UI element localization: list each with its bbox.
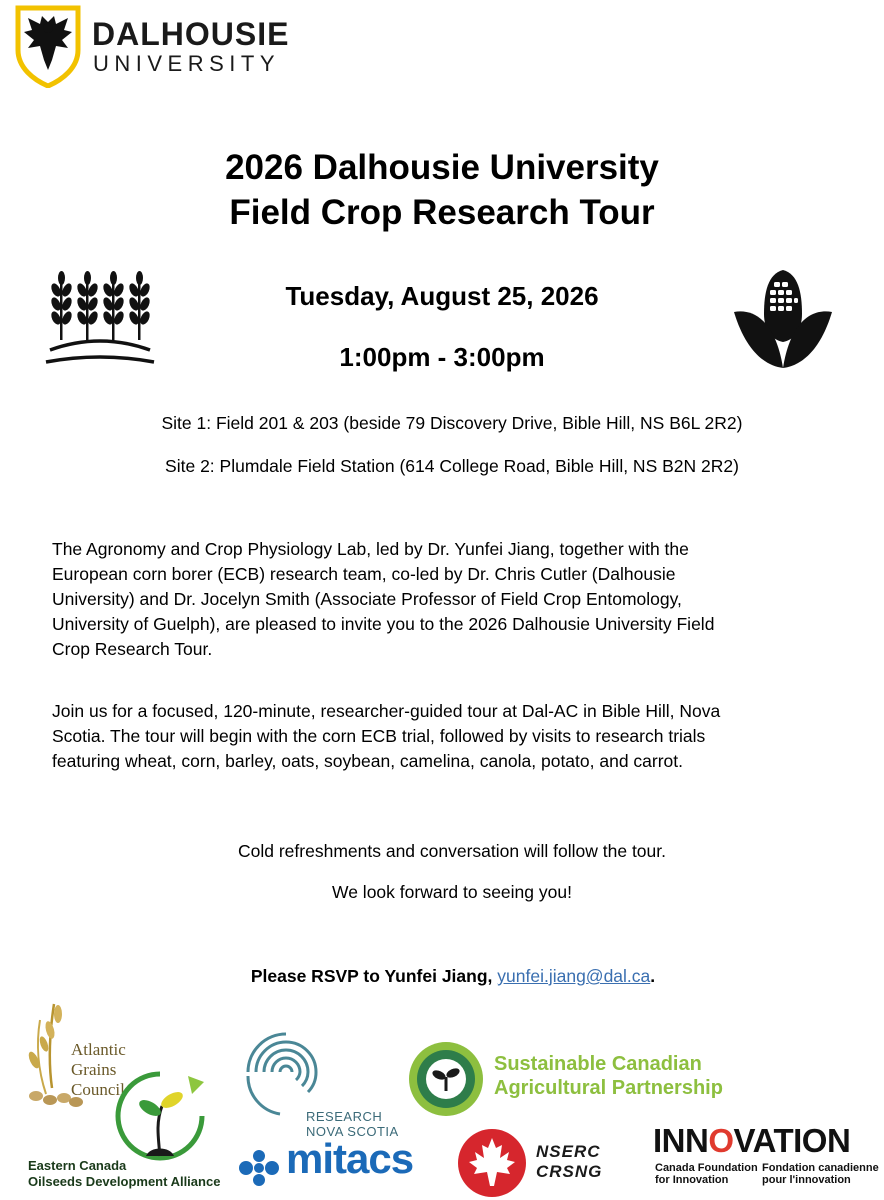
sponsor-text-line: Canada Foundation bbox=[655, 1162, 758, 1174]
mitacs-text: mitacs bbox=[286, 1135, 414, 1182]
rsvp-line bbox=[0, 966, 884, 987]
event-date: Tuesday, August 25, 2026 bbox=[285, 281, 599, 311]
sponsor-text-line: Agricultural Partnership bbox=[494, 1077, 723, 1099]
rsvp-prefix: Please RSVP to Yunfei Jiang, bbox=[250, 966, 493, 986]
site-1-address: Site 1: Field 201 & 203 (beside 79 Discovery Drive, Bible Hill, NS B6L 2R2) bbox=[161, 413, 743, 433]
innovation-part: VATION bbox=[733, 1122, 851, 1159]
closing-note: We look forward to seeing you! bbox=[332, 882, 572, 902]
research-nova-scotia-logo-icon bbox=[232, 1024, 338, 1120]
page-title-line2: Field Crop Research Tour bbox=[229, 193, 655, 232]
corn-icon bbox=[732, 268, 834, 372]
paragraph-line: Crop Research Tour. bbox=[52, 639, 213, 659]
site-2-address: Site 2: Plumdale Field Station (614 College Road, Bible Hill, NS B2N 2R2) bbox=[165, 456, 739, 476]
scap-logo-icon bbox=[408, 1041, 484, 1117]
sponsor-text-line: pour l'innovation bbox=[762, 1174, 851, 1186]
sponsor-text-line: Sustainable Canadian bbox=[494, 1053, 702, 1075]
maple-leaf-icon bbox=[457, 1128, 527, 1198]
cfi-french-text bbox=[762, 1162, 879, 1186]
sponsor-text-line: RESEARCH bbox=[306, 1109, 383, 1124]
innovation-part: INN bbox=[653, 1122, 709, 1159]
mitacs-logo-icon bbox=[238, 1148, 280, 1188]
tour-description-paragraph bbox=[52, 699, 852, 774]
sponsor-text-line: Council bbox=[71, 1080, 125, 1099]
sponsor-text-line: Grains bbox=[71, 1060, 117, 1079]
refreshments-note: Cold refreshments and conversation will follow the tour. bbox=[238, 841, 666, 861]
dalhousie-shield-icon bbox=[14, 4, 82, 88]
page-title-line1: 2026 Dalhousie University bbox=[225, 148, 659, 187]
sponsor-text-line: for Innovation bbox=[655, 1174, 729, 1186]
sponsor-text-line: NSERC bbox=[536, 1142, 601, 1161]
scap-text bbox=[494, 1052, 723, 1100]
paragraph-line: The Agronomy and Crop Physiology Lab, led by Dr. Yunfei Jiang, together with the bbox=[52, 539, 689, 559]
invitation-paragraph bbox=[52, 537, 852, 662]
sponsor-text-line: Oilseeds Development Alliance bbox=[28, 1174, 221, 1189]
paragraph-line: University) and Dr. Jocelyn Smith (Associate Professor of Field Crop Entomology, bbox=[52, 589, 682, 609]
event-time: 1:00pm - 3:00pm bbox=[339, 342, 545, 372]
sponsor-text-line: Atlantic bbox=[71, 1040, 126, 1059]
cfi-english-text bbox=[655, 1162, 758, 1186]
university-name: DALHOUSIE bbox=[92, 16, 290, 52]
paragraph-line: University of Guelph), are pleased to invite you to the 2026 Dalhousie University Field bbox=[52, 614, 715, 634]
sponsor-text-line: NOVA SCOTIA bbox=[306, 1124, 399, 1139]
paragraph-line: Scotia. The tour will begin with the corn ECB trial, followed by visits to research trials bbox=[52, 726, 706, 746]
university-subtitle: UNIVERSITY bbox=[93, 51, 281, 76]
paragraph-line: featuring wheat, corn, barley, oats, soybean, camelina, canola, potato, and carrot. bbox=[52, 751, 684, 771]
nserc-text bbox=[536, 1142, 602, 1182]
sponsor-text-line: Fondation canadienne bbox=[762, 1162, 879, 1174]
paragraph-line: European corn borer (ECB) research team, co-led by Dr. Chris Cutler (Dalhousie bbox=[52, 564, 676, 584]
rsvp-suffix: . bbox=[650, 966, 656, 986]
paragraph-line: Join us for a focused, 120-minute, researcher-guided tour at Dal-AC in Bible Hill, Nova bbox=[52, 701, 721, 721]
innovation-o: O bbox=[708, 1122, 734, 1159]
sponsor-text-line: Eastern Canada bbox=[28, 1158, 127, 1173]
innovation-wordmark bbox=[653, 1124, 850, 1157]
ecoda-text bbox=[28, 1158, 220, 1190]
ecoda-logo-icon bbox=[106, 1066, 214, 1162]
sponsor-text-line: CRSNG bbox=[536, 1162, 603, 1181]
rsvp-email-link[interactable]: yunfei.jiang@dal.ca bbox=[497, 966, 651, 986]
